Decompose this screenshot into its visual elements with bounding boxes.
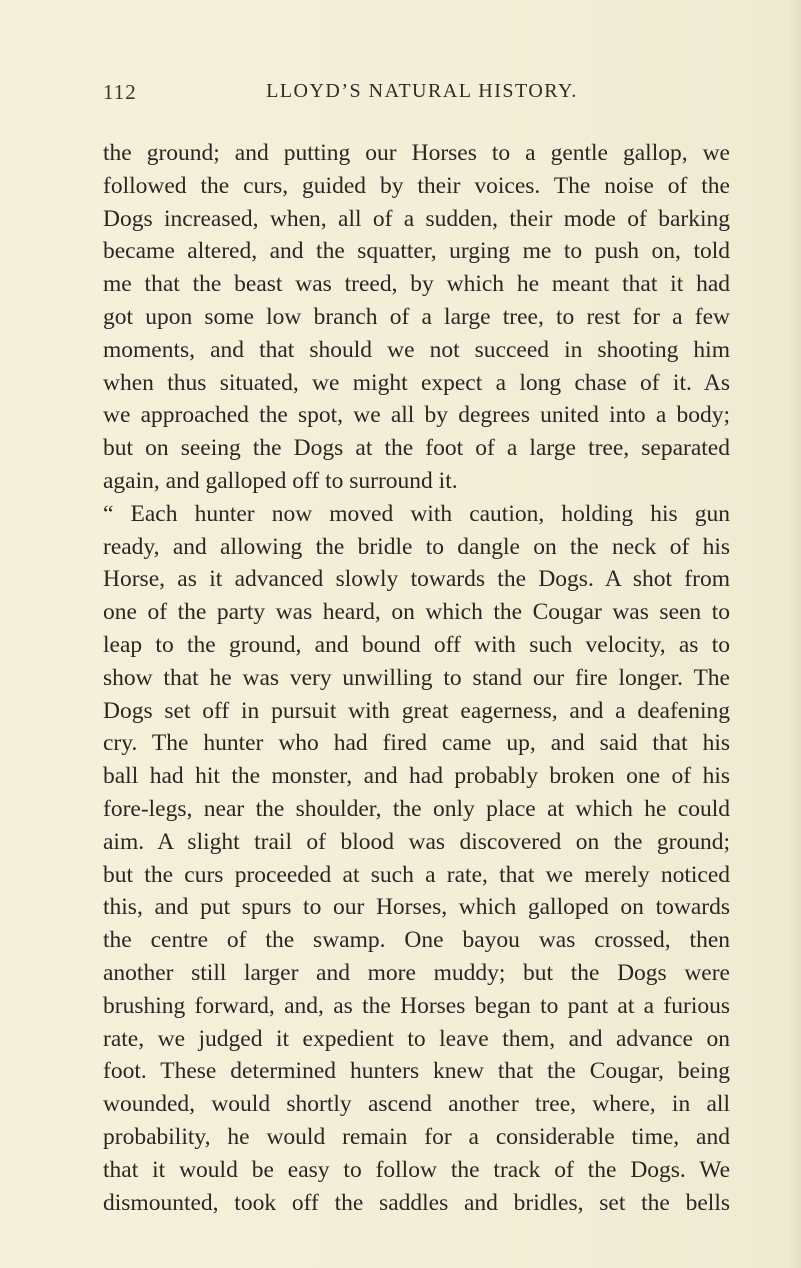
text-line: that it would be easy to follow the track of the Dogs. We — [103, 1156, 730, 1183]
text-line: rate, we judged it expedient to leave them, and advance on — [103, 1025, 730, 1052]
text-line: brushing forward, and, as the Horses began to pant at a furious — [103, 992, 730, 1019]
text-line: fore-legs, near the shoulder, the only place at which he could — [103, 795, 730, 822]
text-line: show that he was very unwilling to stand our fire longer. The — [103, 664, 730, 691]
text-line: Horse, as it advanced slowly towards the Dogs. A shot from — [103, 566, 730, 593]
text-line: the centre of the swamp. One bayou was crossed, then — [103, 927, 730, 954]
text-line: moments, and that should we not succeed in shooting him — [103, 336, 730, 363]
text-line: leap to the ground, and bound off with such velocity, as to — [103, 631, 730, 658]
text-line: became altered, and the squatter, urging me to push on, told — [103, 238, 730, 265]
text-line: “ Each hunter now moved with caution, holding his gun — [103, 500, 730, 527]
text-line: the ground; and putting our Horses to a gentle gallop, we — [103, 140, 730, 166]
text-line: probability, he would remain for a considerable time, and — [103, 1123, 730, 1150]
text-line: again, and galloped off to surround it. — [103, 467, 458, 494]
text-line: me that the beast was treed, by which he meant that it had — [103, 271, 730, 298]
text-line: ball had hit the monster, and had probably broken one of his — [103, 763, 730, 790]
body-text — [103, 137, 730, 1219]
text-line: ready, and allowing the bridle to dangle on the neck of his — [103, 533, 730, 560]
text-line: we approached the spot, we all by degrees united into a body; — [103, 402, 730, 429]
text-line: one of the party was heard, on which the Cougar was seen to — [103, 599, 730, 626]
page-header — [0, 80, 801, 110]
text-line: Dogs increased, when, all of a sudden, their mode of barking — [103, 205, 730, 232]
page-edge-shadow — [787, 0, 801, 1268]
running-title: LLOYD’S NATURAL HISTORY. — [266, 80, 578, 102]
text-line: wounded, would shortly ascend another tree, where, in all — [103, 1091, 730, 1118]
text-line: cry. The hunter who had fired came up, and said that his — [103, 730, 730, 757]
text-line: dismounted, took off the saddles and bridles, set the bells — [103, 1189, 730, 1216]
page-number: 112 — [103, 80, 137, 104]
text-line: foot. These determined hunters knew that the Cougar, being — [103, 1058, 730, 1085]
text-line: followed the curs, guided by their voices. The noise of the — [103, 172, 730, 199]
text-line: when thus situated, we might expect a long chase of it. As — [103, 369, 730, 396]
text-line: this, and put spurs to our Horses, which galloped on towards — [103, 894, 730, 921]
text-line: but the curs proceeded at such a rate, that we merely noticed — [103, 861, 730, 888]
text-line: another still larger and more muddy; but the Dogs were — [103, 959, 730, 986]
text-line: Dogs set off in pursuit with great eagerness, and a deafening — [103, 697, 730, 724]
text-line: but on seeing the Dogs at the foot of a large tree, separated — [103, 435, 730, 462]
text-line: aim. A slight trail of blood was discovered on the ground; — [103, 828, 730, 855]
text-line: got upon some low branch of a large tree, to rest for a few — [103, 303, 730, 330]
